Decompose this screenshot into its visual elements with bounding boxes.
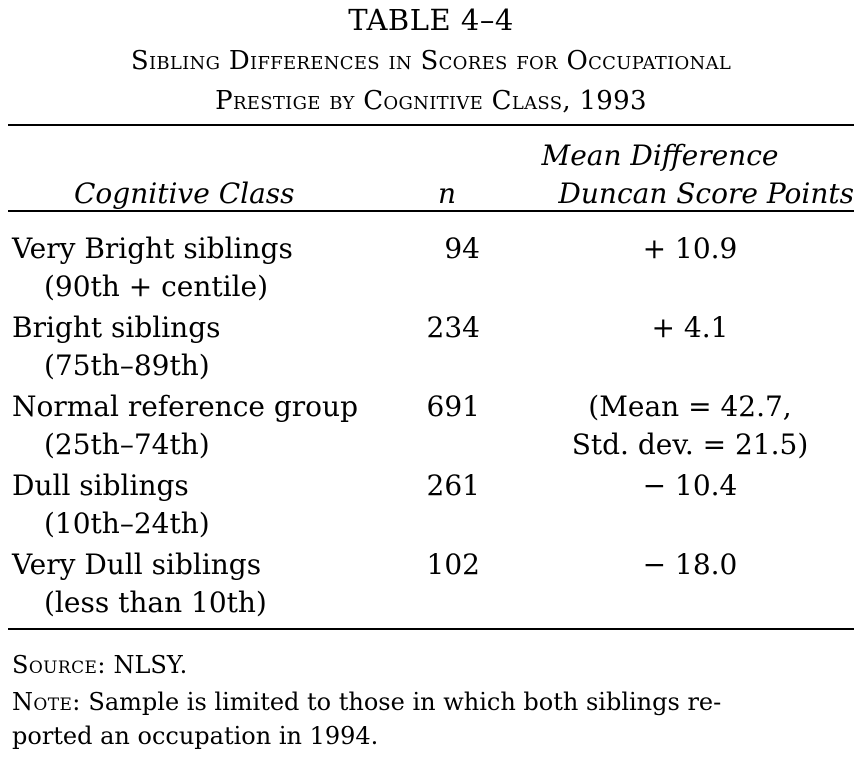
- row-n: 102: [426, 548, 480, 581]
- table-title-line-2: Prestige by Cognitive Class, 1993: [215, 86, 647, 116]
- header-rule: [8, 210, 854, 212]
- row-range: (90th + centile): [44, 270, 269, 303]
- row-class: Bright siblings: [12, 311, 221, 344]
- header-cognitive-class: Cognitive Class: [74, 177, 295, 210]
- note-text-line-2: ported an occupation in 1994.: [12, 722, 379, 750]
- row-n: 234: [426, 311, 480, 344]
- row-n: 261: [426, 469, 480, 502]
- table-row: [0, 546, 862, 624]
- top-rule: [8, 124, 854, 126]
- row-mean-difference: + 10.9: [642, 232, 738, 265]
- note-label: Note:: [12, 688, 81, 716]
- row-std-dev-value: Std. dev. = 21.5): [571, 428, 809, 461]
- source-label: Source:: [12, 651, 106, 679]
- note-text-line-1: Sample is limited to those in which both siblings re-: [80, 688, 722, 716]
- row-n: 94: [444, 232, 480, 265]
- table-row: [0, 388, 862, 466]
- table-row: [0, 309, 862, 387]
- table-number: TABLE 4–4: [348, 3, 514, 37]
- row-range: (less than 10th): [44, 586, 267, 619]
- row-class: Normal reference group: [12, 390, 358, 423]
- row-range: (25th–74th): [44, 428, 210, 461]
- row-range: (75th–89th): [44, 349, 210, 382]
- row-range: (10th–24th): [44, 507, 210, 540]
- row-class: Very Bright siblings: [12, 232, 293, 265]
- table-title-line-1: Sibling Differences in Scores for Occupational: [130, 46, 732, 76]
- table-row: [0, 230, 862, 308]
- row-mean-difference: + 4.1: [651, 311, 729, 344]
- row-mean-difference: − 18.0: [642, 548, 738, 581]
- row-n: 691: [426, 390, 480, 423]
- source-text: NLSY.: [105, 651, 188, 679]
- note-footnote: [12, 685, 854, 719]
- row-class: Dull siblings: [12, 469, 189, 502]
- row-mean-difference: − 10.4: [642, 469, 738, 502]
- header-n: n: [438, 177, 457, 210]
- source-footnote: [12, 648, 187, 682]
- header-duncan-score-points: Duncan Score Points: [558, 177, 854, 210]
- row-mean-value: (Mean = 42.7,: [588, 390, 792, 423]
- bottom-rule: [8, 628, 854, 630]
- table-row: [0, 467, 862, 545]
- row-class: Very Dull siblings: [12, 548, 262, 581]
- header-mean-difference: Mean Difference: [541, 139, 779, 172]
